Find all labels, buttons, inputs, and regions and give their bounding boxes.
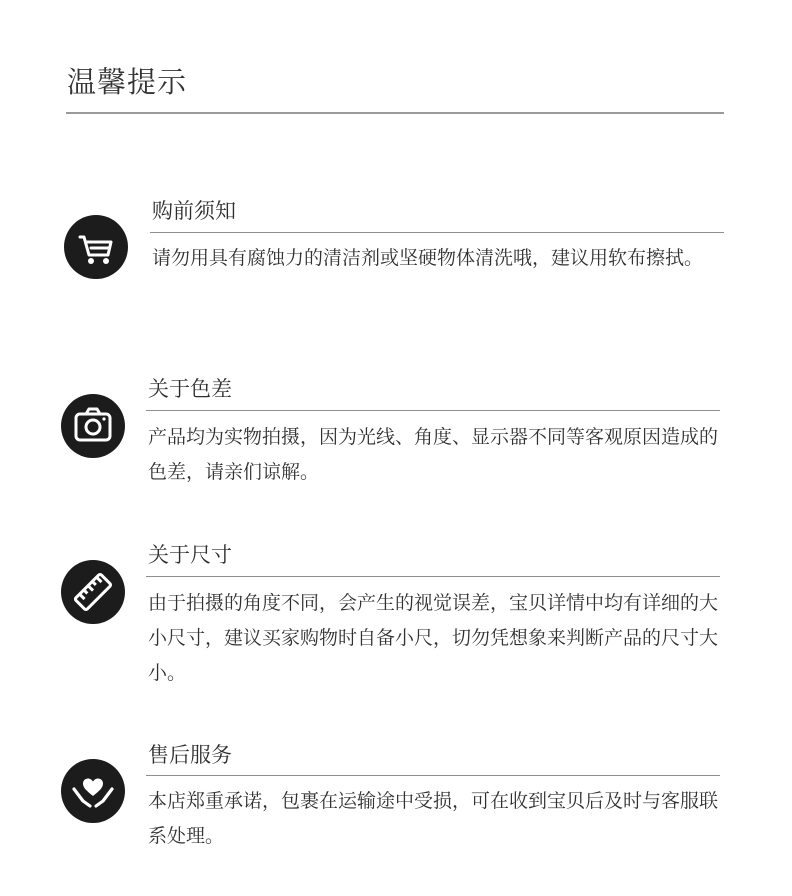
header-divider <box>66 112 724 114</box>
ruler-icon <box>61 560 125 624</box>
section-body: 由于拍摄的角度不同，会产生的视觉误差，宝贝详情中均有详细的大小尺寸，建议买家购物时自备小尺，切勿凭想象来判断产品的尺寸大小。 <box>148 592 719 684</box>
section-divider <box>146 576 720 577</box>
section-body: 产品均为实物拍摄，因为光线、角度、显示器不同等客观原因造成的色差，请亲们谅解。 <box>148 426 719 483</box>
section-title: 关于色差 <box>148 377 232 401</box>
heart-hands-icon <box>61 759 125 823</box>
camera-icon <box>61 394 125 458</box>
section-title: 售后服务 <box>148 743 232 767</box>
section-divider <box>146 410 720 411</box>
section-title: 购前须知 <box>152 199 236 223</box>
section-divider <box>146 775 720 776</box>
section-body: 本店郑重承诺，包裹在运输途中受损，可在收到宝贝后及时与客服联系处理。 <box>148 790 719 847</box>
page-title: 温馨提示 <box>67 65 188 99</box>
section-body: 请勿用具有腐蚀力的清洁剂或坚硬物体清洗哦，建议用软布擦拭。 <box>152 247 704 269</box>
section-title: 关于尺寸 <box>148 543 232 567</box>
section-divider <box>150 232 724 233</box>
shopping-cart-icon <box>64 215 128 279</box>
